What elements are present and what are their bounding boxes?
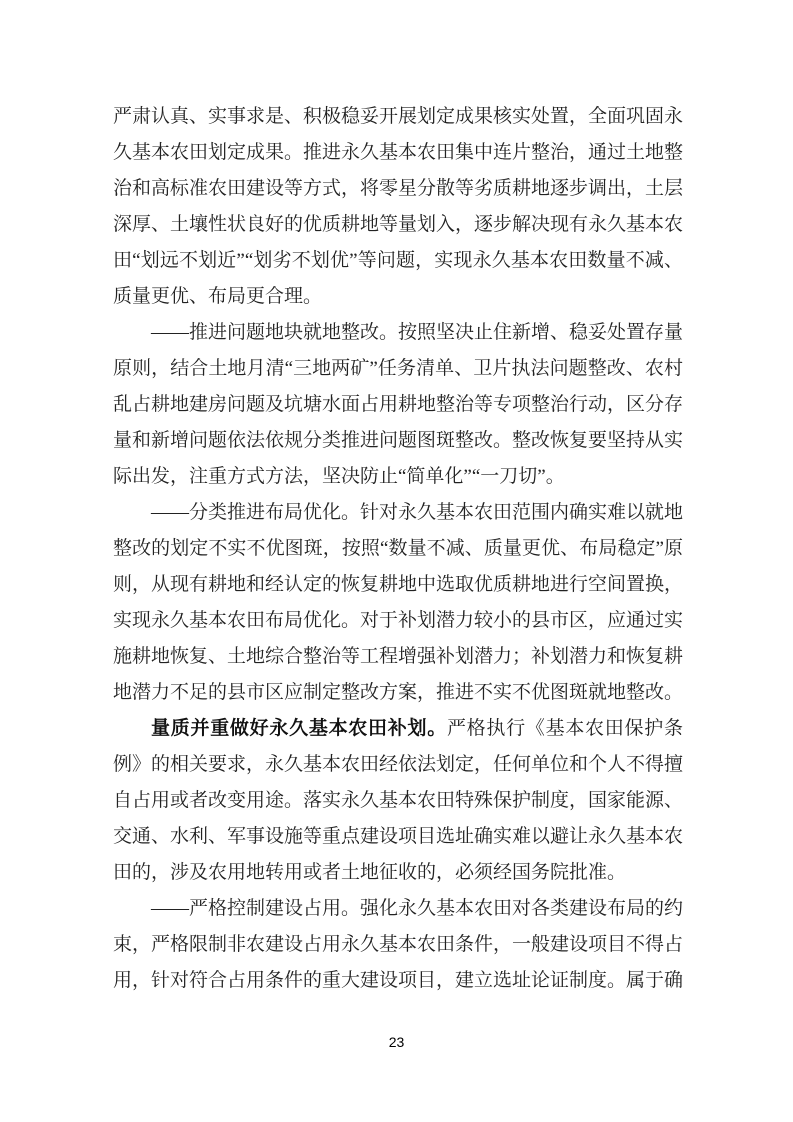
paragraph-dash-onsite-rectification: ——推进问题地块就地整改。按照坚决止住新增、稳妥处置存量原则，结合土地月清“三地两矿”任务清单、卫片执法问题整改、农村乱占耕地建房问题及坑塘水面占用耕地整治等专项整治行动，区分存量和新增问题依法依规分类推进问题图斑整改。整改恢复要坚持从实际出发，注重方式方法，坚决防止“简单化”“一刀切”。 (113, 322, 684, 487)
paragraph-dash-layout-optimization: ——分类推进布局优化。针对永久基本农田范围内确实难以就地整改的划定不实不优图斑，按照“数量不减、质量更优、布局稳定”原则，从现有耕地和经认定的恢复耕地中选取优质耕地进行空间置换，实现永久基本农田布局优化。对于补划潜力较小的县市区，应通过实施耕地恢复、土地综合整治等工程增强补划潜力；补划潜力和恢复耕地潜力不足的县市区应制定整改方案，推进不实不优图斑就地整改。 (113, 502, 684, 703)
paragraph-dash-construction-control: ——严格控制建设占用。强化永久基本农田对各类建设布局的约束，严格限制非农建设占用永久基本农田条件，一般建设项目不得占用，针对符合占用条件的重大建设项目，建立选址论证制度。属于确 (113, 898, 684, 991)
paragraph-farmland-replenishment (113, 711, 683, 891)
paragraph-continuation: 严肃认真、实事求是、积极稳妥开展划定成果核实处置，全面巩固永久基本农田划定成果。推进永久基本农田集中连片整治，通过土地整治和高标准农田建设等方式，将零星分散等劣质耕地逐步调出，土层深厚、土壤性状良好的优质耕地等量划入，逐步解决现有永久基本农田“划远不划近”“划劣不划优”等问题，实现永久基本农田数量不减、质量更优、布局更合理。 (113, 106, 684, 307)
paragraph-body-text: 严格执行《基本农田保护条例》的相关要求，永久基本农田经依法划定，任何单位和个人不得擅自占用或者改变用途。落实永久基本农田特殊保护制度，国家能源、交通、水利、军事设施等重点建设项目选址确实难以避让永久基本农田的，涉及农用地转用或者土地征收的，必须经国务院批准。 (113, 718, 684, 883)
document-body (113, 99, 683, 999)
paragraph-bold-lead: 量质并重做好永久基本农田补划。 (151, 718, 447, 739)
page-number: 23 (388, 1034, 405, 1050)
